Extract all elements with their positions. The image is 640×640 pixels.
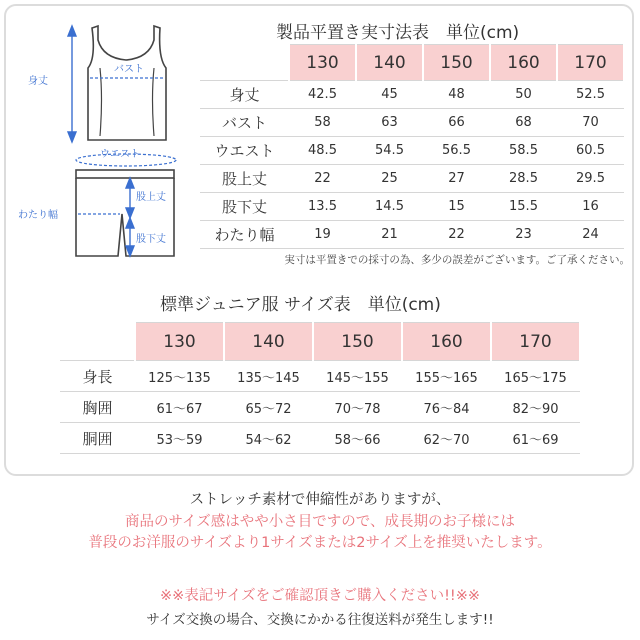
inseam-arrow: [126, 218, 134, 256]
table-cell: 58: [289, 109, 356, 137]
table-cell: 24: [557, 221, 624, 249]
inseam-label: 股下丈: [136, 234, 166, 245]
rise-label: 股上丈: [136, 192, 166, 203]
size-recommendation: 普段のお洋服のサイズより1サイズまたは2サイズ上を推奨いたします。: [88, 535, 552, 551]
row-label: 胸囲: [60, 392, 135, 423]
table-cell: 28.5: [490, 165, 557, 193]
table-row: [200, 137, 624, 165]
row-label: 胴囲: [60, 423, 135, 454]
length-label: 身丈: [28, 76, 48, 87]
table-cell: 13.5: [289, 193, 356, 221]
row-label: ウエスト: [200, 137, 289, 165]
table-row: [200, 81, 624, 109]
row-label: バスト: [200, 109, 289, 137]
table-header-row: [200, 45, 624, 81]
fit-warning: 商品のサイズ感はやや小さ目ですので、成長期のお子様には: [124, 514, 516, 530]
table-row: [60, 361, 580, 392]
row-label: 股上丈: [200, 165, 289, 193]
length-arrow: [68, 26, 76, 142]
table-cell: 70: [557, 109, 624, 137]
table-cell: 29.5: [557, 165, 624, 193]
table-cell: 27: [423, 165, 490, 193]
table-cell: 165〜175: [491, 361, 580, 392]
table-row: [200, 193, 624, 221]
table-cell: 42.5: [289, 81, 356, 109]
table-cell: 14.5: [356, 193, 423, 221]
header-blank: [60, 323, 135, 361]
table-cell: 15.5: [490, 193, 557, 221]
table-cell: 23: [490, 221, 557, 249]
table-cell: 65〜72: [224, 392, 313, 423]
size-header: 150: [423, 45, 490, 81]
table-cell: 61〜67: [135, 392, 224, 423]
rise-arrow: [126, 178, 134, 218]
standard-size-table: [60, 322, 581, 454]
table-row: [200, 221, 624, 249]
measurement-note: 実寸は平置きでの採寸の為、多少の誤差がございます。ご了承ください。: [284, 254, 630, 266]
table-cell: 82〜90: [491, 392, 580, 423]
table-cell: 145〜155: [313, 361, 402, 392]
table-cell: 155〜165: [402, 361, 491, 392]
header-blank: [200, 45, 289, 81]
size-header: 160: [402, 323, 491, 361]
table-cell: 15: [423, 193, 490, 221]
size-header: 160: [490, 45, 557, 81]
table-cell: 135〜145: [224, 361, 313, 392]
table-row: [60, 392, 580, 423]
waist-label: ウエスト: [100, 149, 140, 160]
table-cell: 53〜59: [135, 423, 224, 454]
exchange-shipping-notice: サイズ交換の場合、交換にかかる往復送料が発生します!!: [146, 612, 494, 628]
table-cell: 56.5: [423, 137, 490, 165]
bust-label: バスト: [114, 64, 144, 75]
product-table-title: 製品平置き実寸法表 単位(cm): [276, 23, 520, 43]
tank-top-illustration: [88, 26, 166, 140]
table-cell: 22: [423, 221, 490, 249]
thigh-label: わたり幅: [18, 210, 58, 221]
standard-table-title: 標準ジュニア服 サイズ表 単位(cm): [160, 295, 441, 315]
table-cell: 52.5: [557, 81, 624, 109]
table-cell: 62〜70: [402, 423, 491, 454]
table-cell: 48: [423, 81, 490, 109]
table-cell: 54〜62: [224, 423, 313, 454]
product-measurement-table: [200, 44, 625, 249]
row-label: 身長: [60, 361, 135, 392]
table-cell: 60.5: [557, 137, 624, 165]
table-cell: 61〜69: [491, 423, 580, 454]
table-cell: 54.5: [356, 137, 423, 165]
table-cell: 48.5: [289, 137, 356, 165]
table-cell: 58〜66: [313, 423, 402, 454]
row-label: 股下丈: [200, 193, 289, 221]
table-row: [200, 109, 624, 137]
row-label: 身丈: [200, 81, 289, 109]
size-header: 130: [135, 323, 224, 361]
table-cell: 76〜84: [402, 392, 491, 423]
table-cell: 25: [356, 165, 423, 193]
table-cell: 19: [289, 221, 356, 249]
size-header: 140: [356, 45, 423, 81]
table-cell: 45: [356, 81, 423, 109]
table-cell: 125〜135: [135, 361, 224, 392]
table-cell: 66: [423, 109, 490, 137]
table-header-row: [60, 323, 580, 361]
size-header: 140: [224, 323, 313, 361]
size-header: 170: [557, 45, 624, 81]
confirm-size-notice: ※※表記サイズをご確認頂きご購入ください!!※※: [159, 588, 481, 604]
row-label: わたり幅: [200, 221, 289, 249]
table-row: [200, 165, 624, 193]
table-cell: 21: [356, 221, 423, 249]
size-header: 170: [491, 323, 580, 361]
garment-diagram: [8, 18, 198, 268]
table-cell: 22: [289, 165, 356, 193]
size-header: 150: [313, 323, 402, 361]
table-cell: 50: [490, 81, 557, 109]
table-cell: 68: [490, 109, 557, 137]
table-row: [60, 423, 580, 454]
table-cell: 63: [356, 109, 423, 137]
stretch-note: ストレッチ素材で伸縮性がありますが、: [189, 492, 451, 508]
table-cell: 70〜78: [313, 392, 402, 423]
size-header: 130: [289, 45, 356, 81]
table-cell: 16: [557, 193, 624, 221]
table-cell: 58.5: [490, 137, 557, 165]
